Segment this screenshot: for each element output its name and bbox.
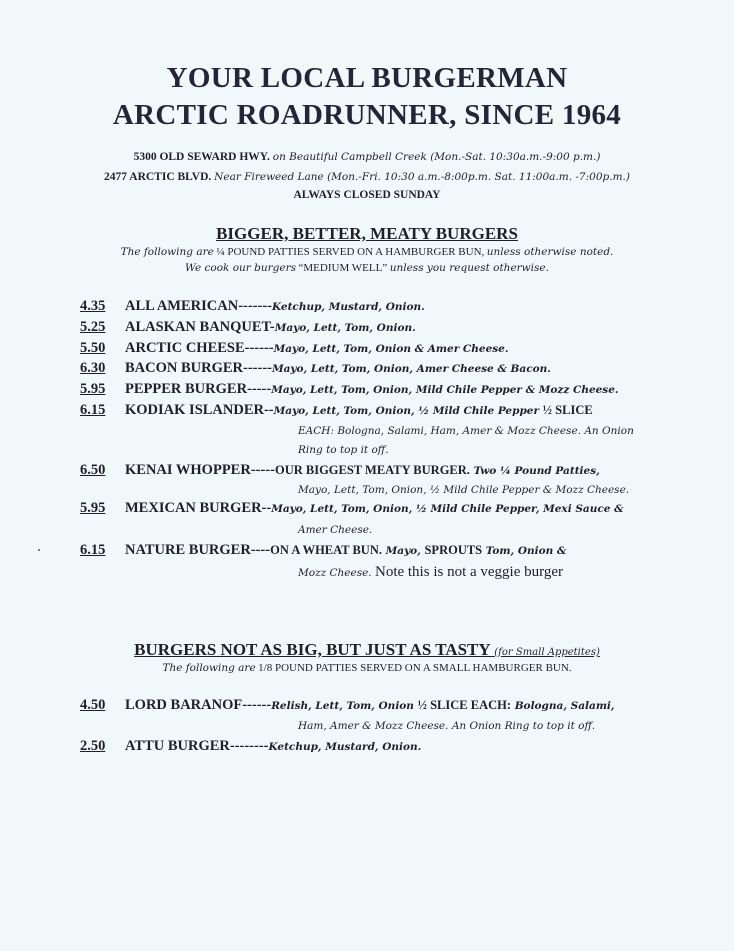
- item-description-continued: Amer Cheese.: [298, 524, 373, 536]
- section-1-title: BIGGER, BETTER, MEATY BURGERS: [216, 224, 518, 243]
- item-description: Mayo, Lett, Tom, Onion, Amer Cheese & Bacon.: [272, 363, 551, 375]
- item-price: 6.15: [80, 402, 106, 418]
- section-2-note: The following are 1/8 POUND PATTIES SERVED ON A SMALL HAMBURGER BUN.: [162, 662, 572, 674]
- item-description: Mayo, Lett, Tom, Onion, ½ Mild Chile Pepper, Mexi Sauce &: [271, 503, 624, 515]
- item-description: ON A WHEAT BUN. Mayo, SPROUTS Tom, Onion &: [270, 543, 567, 557]
- item-price: 6.30: [80, 360, 106, 376]
- section-2-title: BURGERS NOT AS BIG, BUT JUST AS TASTY (for Small Appetites): [134, 640, 600, 659]
- item-name: ALL AMERICAN-------Ketchup, Mustard, Onion.: [125, 298, 425, 314]
- item-name: ARCTIC CHEESE------Mayo, Lett, Tom, Onion & Amer Cheese.: [125, 340, 509, 356]
- scan-speck: [38, 549, 40, 551]
- item-name: MEXICAN BURGER--Mayo, Lett, Tom, Onion, ½ Mild Chile Pepper, Mexi Sauce &: [125, 500, 624, 516]
- item-description-continued: Mozz Cheese. Note this is not a veggie burger: [298, 564, 564, 580]
- item-price: 4.35: [80, 298, 106, 314]
- item-description-continued: Mayo, Lett, Tom, Onion, ½ Mild Chile Pepper & Mozz Cheese.: [298, 484, 630, 496]
- item-description-continued: Ham, Amer & Mozz Cheese. An Onion Ring to top it off.: [298, 720, 596, 732]
- item-price: 5.50: [80, 340, 106, 356]
- item-description: Relish, Lett, Tom, Onion ½ SLICE EACH: Bologna, Salami,: [271, 698, 615, 712]
- item-name: NATURE BURGER----ON A WHEAT BUN. Mayo, SPROUTS Tom, Onion &: [125, 542, 567, 558]
- item-name: ATTU BURGER--------Ketchup, Mustard, Onion.: [125, 738, 422, 754]
- item-name: ALASKAN BANQUET-Mayo, Lett, Tom, Onion.: [125, 319, 416, 335]
- item-description-continued: EACH: Bologna, Salami, Ham, Amer & Mozz Cheese. An Onion: [298, 425, 634, 437]
- item-name: BACON BURGER------Mayo, Lett, Tom, Onion, Amer Cheese & Bacon.: [125, 360, 551, 376]
- item-description: Mayo, Lett, Tom, Onion, ½ Mild Chile Pepper ½ SLICE: [273, 403, 593, 417]
- item-price: 4.50: [80, 697, 106, 713]
- item-price: 5.25: [80, 319, 106, 335]
- item-description: Mayo, Lett, Tom, Onion & Amer Cheese.: [273, 343, 509, 355]
- item-description: Ketchup, Mustard, Onion.: [268, 741, 422, 753]
- item-description: Ketchup, Mustard, Onion.: [272, 301, 425, 313]
- item-price: 2.50: [80, 738, 106, 754]
- item-price: 5.95: [80, 500, 106, 516]
- closed-notice: ALWAYS CLOSED SUNDAY: [293, 189, 441, 201]
- item-name: LORD BARANOF------Relish, Lett, Tom, Onion ½ SLICE EACH: Bologna, Salami,: [125, 697, 615, 713]
- location-1-details: on Beautiful Campbell Creek (Mon.-Sat. 10:30a.m.-9:00 p.m.): [272, 151, 601, 163]
- section-1-note-1: The following are ¼ POUND PATTIES SERVED ON A HAMBURGER BUN, unless otherwise noted.: [120, 246, 614, 258]
- location-2-details: Near Fireweed Lane (Mon.-Fri. 10:30 a.m.-8:00p.m. Sat. 11:00a.m. -7:00p.m.): [214, 171, 630, 183]
- restaurant-name: ARCTIC ROADRUNNER, SINCE 1964: [112, 99, 622, 131]
- location-2: [0, 171, 734, 183]
- item-price: 6.15: [80, 542, 106, 558]
- item-description-continued: Ring to top it off.: [298, 444, 389, 456]
- item-price: 6.50: [80, 462, 106, 478]
- item-description: Mayo, Lett, Tom, Onion.: [274, 322, 416, 334]
- location-1-address: 5300 OLD SEWARD HWY.: [133, 151, 270, 163]
- location-1: [0, 151, 734, 163]
- item-name: KODIAK ISLANDER--Mayo, Lett, Tom, Onion, ½ Mild Chile Pepper ½ SLICE: [125, 402, 593, 418]
- location-2-address: 2477 ARCTIC BLVD.: [104, 171, 212, 183]
- item-name: PEPPER BURGER-----Mayo, Lett, Tom, Onion, Mild Chile Pepper & Mozz Cheese.: [125, 381, 619, 397]
- item-description: Mayo, Lett, Tom, Onion, Mild Chile Pepper & Mozz Cheese.: [271, 384, 619, 396]
- item-name: KENAI WHOPPER-----OUR BIGGEST MEATY BURGER. Two ¼ Pound Patties,: [125, 462, 600, 478]
- section-1-note-2: We cook our burgers “MEDIUM WELL” unless you request otherwise.: [185, 262, 549, 274]
- item-price: 5.95: [80, 381, 106, 397]
- item-description: OUR BIGGEST MEATY BURGER. Two ¼ Pound Patties,: [274, 463, 600, 477]
- restaurant-tagline: YOUR LOCAL BURGERMAN: [166, 62, 568, 94]
